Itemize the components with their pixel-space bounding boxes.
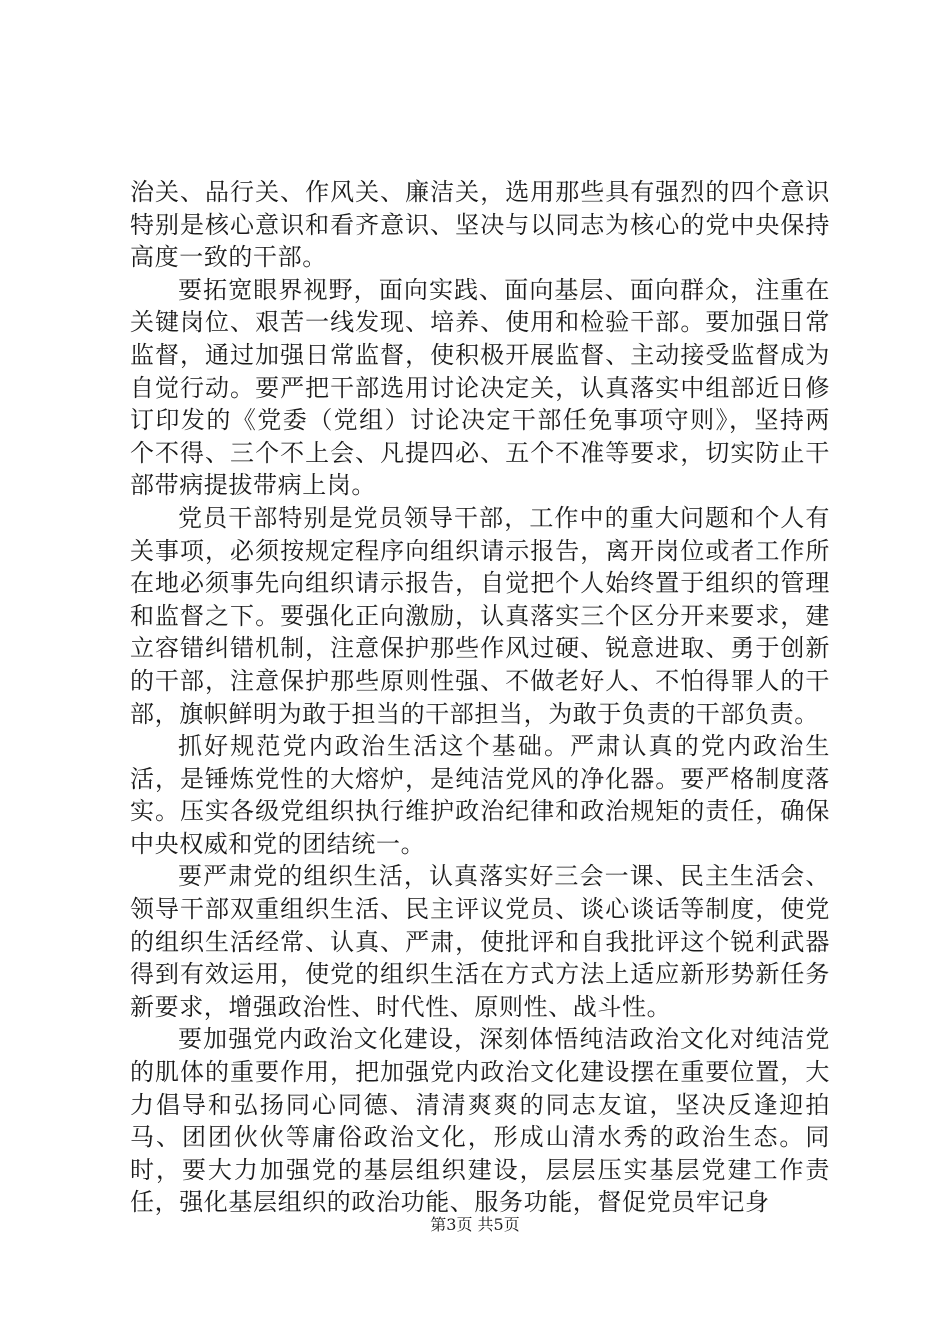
paragraph-organization-life: 要严肃党的组织生活，认真落实好三会一课、民主生活会、领导干部双重组织生活、民主评议党员、谈心谈话等制度，使党的组织生活经常、认真、严肃，使批评和自我批评这个锐利武器得到有效运用，使党的组织生活在方式方法上适应新形势新任务新要求，增强政治性、时代性、原则性、战斗性。 xyxy=(130,862,830,1021)
paragraph-political-culture: 要加强党内政治文化建设，深刻体悟纯洁政治文化对纯洁党的肌体的重要作用，把加强党内政治文化建设摆在重要位置，大力倡导和弘扬同心同德、清清爽爽的同志友谊，坚决反逢迎拍马、团团伙伙等庸俗政治文化，形成山清水秀的政治生态。同时，要大力加强党的基层组织建设，层层压实基层党建工作责任，强化基层组织的政治功能、服务功能，督促党员牢记身 xyxy=(130,1025,830,1217)
paragraph-continuation: 治关、品行关、作风关、廉洁关，选用那些具有强烈的四个意识特别是核心意识和看齐意识、坚决与以同志为核心的党中央保持高度一致的干部。 xyxy=(130,178,830,272)
document-body xyxy=(130,176,830,1219)
paragraph-political-life: 抓好规范党内政治生活这个基础。严肃认真的党内政治生活，是锤炼党性的大熔炉，是纯洁党风的净化器。要严格制度落实。压实各级党组织执行维护政治纪律和政治规矩的责任，确保中央权威和党的团结统一。 xyxy=(130,732,830,858)
page-number-footer: 第3页 共5页 xyxy=(430,1215,520,1234)
paragraph-broaden-vision: 要拓宽眼界视野，面向实践、面向基层、面向群众，注重在关键岗位、艰苦一线发现、培养、使用和检验干部。要加强日常监督，通过加强日常监督，使积极开展监督、主动接受监督成为自觉行动。要严把干部选用讨论决定关，认真落实中组部近日修订印发的《党委（党组）讨论决定干部任免事项守则》，坚持两个不得、三个不上会、凡提四必、五个不准等要求，切实防止干部带病提拔带病上岗。 xyxy=(130,275,830,500)
paragraph-party-cadres: 党员干部特别是党员领导干部，工作中的重大问题和个人有关事项，必须按规定程序向组织请示报告，离开岗位或者工作所在地必须事先向组织请示报告，自觉把个人始终置于组织的管理和监督之下。要强化正向激励，认真落实三个区分开来要求，建立容错纠错机制，注意保护那些作风过硬、锐意进取、勇于创新的干部，注意保护那些原则性强、不做老好人、不怕得罪人的干部，旗帜鲜明为敢于担当的干部担当，为敢于负责的干部负责。 xyxy=(130,503,830,728)
